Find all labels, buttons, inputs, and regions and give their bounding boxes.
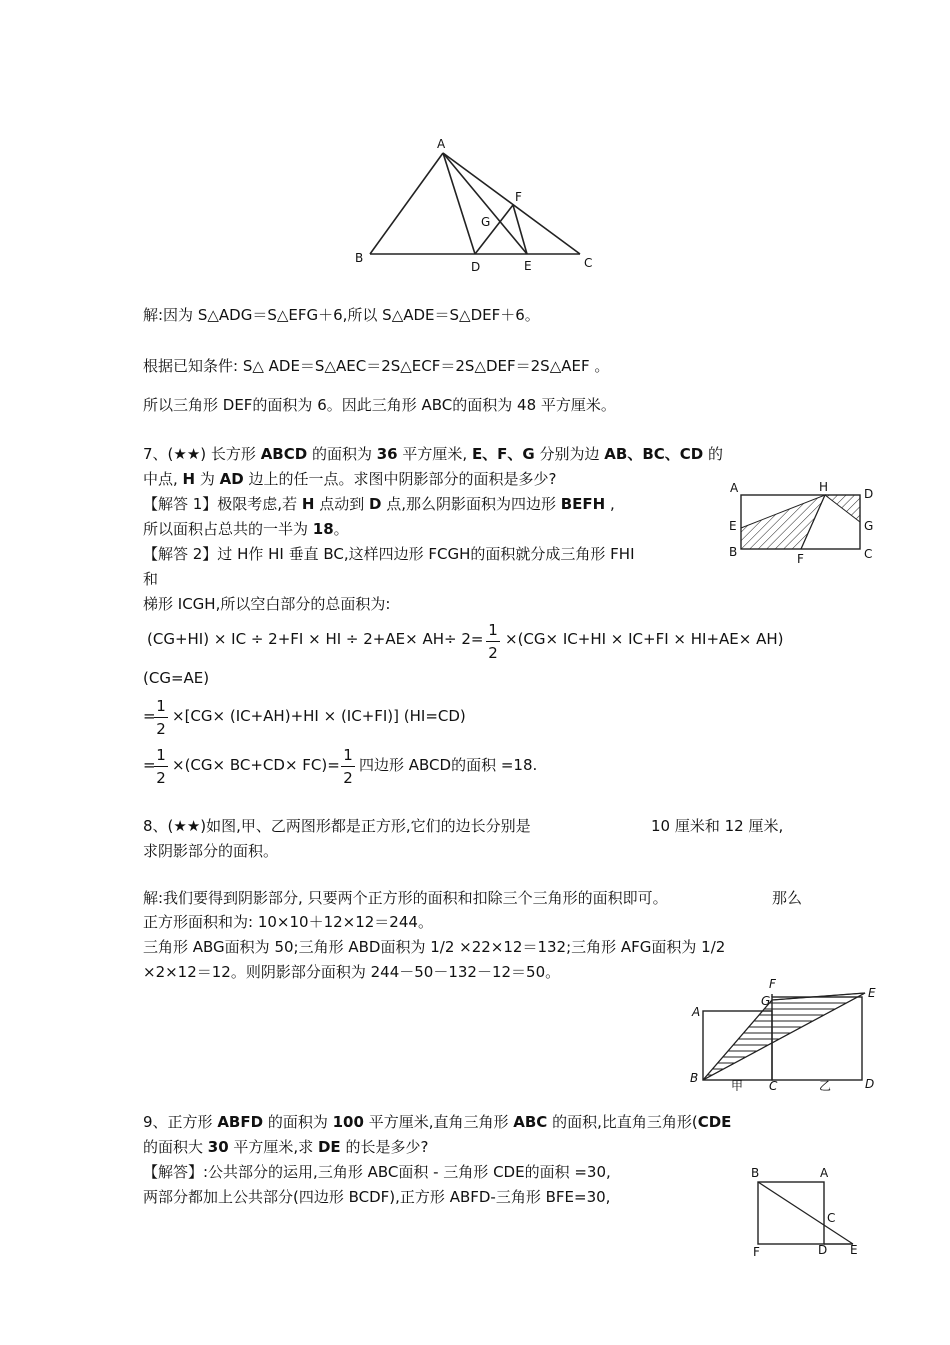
fig7-label-f: F xyxy=(797,552,804,566)
label-b: B xyxy=(355,251,364,265)
p7-fraction-2: 1 2 xyxy=(154,696,168,739)
square-triangle-figure-9 xyxy=(745,1160,870,1260)
p7-formula4-b: ×(CG× BC+CD× FC)= xyxy=(172,756,340,774)
fig7-label-h: H xyxy=(819,480,829,494)
p7-line6: 和 xyxy=(143,570,159,588)
p7-line3: 【解答 1】极限考虑,若 H 点动到 D 点,那么阴影面积为四边形 BEFH , xyxy=(143,495,615,513)
p7-fraction-1: 1 2 xyxy=(486,620,500,663)
p7-line4: 所以面积占总共的一半为 18。 xyxy=(143,520,349,538)
rectangle-figure-7 xyxy=(727,478,877,566)
p9-line1: 9、正方形 ABFD 的面积为 100 平方厘米,直角三角形 ABC 的面积,比直角三角形(CDE xyxy=(143,1113,732,1131)
p7-fraction-4: 1 2 xyxy=(341,745,355,788)
p7-formula1-a: (CG+HI) × IC ÷ 2+FI × HI ÷ 2+AE× AH÷ 2= xyxy=(147,630,484,648)
p8-line3-b: 那么 xyxy=(772,889,803,907)
p8-line5: 三角形 ABG面积为 50;三角形 ABD面积为 1/2 ×22×12＝132;三角形 AFG面积为 1/2 xyxy=(143,938,726,956)
label-a: A xyxy=(437,137,446,151)
p7-line1: 7、(★★) 长方形 ABCD 的面积为 36 平方厘米, E、F、G 分别为边 AB、BC、CD 的 xyxy=(143,445,724,463)
fig7-label-g: G xyxy=(864,519,874,533)
fig8-label-yi: 乙 xyxy=(819,1079,832,1091)
label-c: C xyxy=(584,256,593,270)
label-d: D xyxy=(471,260,481,274)
fig7-label-e: E xyxy=(729,519,737,533)
squares-figure-8 xyxy=(685,976,880,1091)
p7-formula2: (CG=AE) xyxy=(143,669,210,687)
fig9-label-f: F xyxy=(753,1245,760,1259)
label-f: F xyxy=(515,190,522,204)
p7-formula4-a: = xyxy=(143,756,156,774)
p8-line6: ×2×12＝12。则阴影部分面积为 244－50－132－12＝50。 xyxy=(143,963,561,981)
p6-line1: 解:因为 S△ADG＝S△EFG＋6,所以 S△ADE＝S△DEF＋6。 xyxy=(143,306,540,324)
p8-line4: 正方形面积和为: 10×10＋12×12＝244。 xyxy=(143,913,433,931)
fig8-label-f: F xyxy=(769,977,776,991)
p8-line1-b: 10 厘米和 12 厘米, xyxy=(651,817,784,835)
fig9-label-a: A xyxy=(820,1166,829,1180)
fig7-label-a: A xyxy=(730,481,739,495)
p7-formula3-a: = xyxy=(143,707,156,725)
fig8-label-c: C xyxy=(769,1079,778,1091)
p8-line2: 求阴影部分的面积。 xyxy=(143,842,279,860)
fig8-label-a: A xyxy=(692,1005,701,1019)
fig8-label-b: B xyxy=(690,1071,699,1085)
fig8-label-g: G xyxy=(761,994,771,1008)
fig7-label-c: C xyxy=(864,547,873,561)
p6-line2: 根据已知条件: S△ ADE＝S△AEC＝2S△ECF＝2S△DEF＝2S△AEF 。 xyxy=(143,357,610,375)
p8-line1-a: 8、(★★)如图,甲、乙两图形都是正方形,它们的边长分别是 xyxy=(143,817,531,835)
label-e: E xyxy=(524,259,532,273)
fig7-label-b: B xyxy=(729,545,738,559)
p9-line3: 【解答】:公共部分的运用,三角形 ABC面积 - 三角形 CDE的面积 =30, xyxy=(143,1163,611,1181)
label-g: G xyxy=(481,215,491,229)
p7-formula3-b: ×[CG× (IC+AH)+HI × (IC+FI)] (HI=CD) xyxy=(172,707,466,725)
p8-line3-a: 解:我们要得到阴影部分, 只要两个正方形的面积和扣除三个三角形的面积即可。 xyxy=(143,889,668,907)
p7-line5: 【解答 2】过 H作 HI 垂直 BC,这样四边形 FCGH的面积就分成三角形 FHI xyxy=(143,545,635,563)
fig9-label-e: E xyxy=(850,1243,858,1257)
fig9-label-c: C xyxy=(827,1211,836,1225)
fig7-label-d: D xyxy=(864,487,874,501)
p7-line7: 梯形 ICGH,所以空白部分的总面积为: xyxy=(143,595,391,613)
p7-formula4-c: 四边形 ABCD的面积 =18. xyxy=(359,756,538,774)
fig8-label-e: E xyxy=(868,986,876,1000)
p7-line2: 中点, H 为 AD 边上的任一点。求图中阴影部分的面积是多少? xyxy=(143,470,557,488)
fig9-label-d: D xyxy=(818,1243,828,1257)
p9-line4: 两部分都加上公共部分(四边形 BCDF),正方形 ABFD-三角形 BFE=30, xyxy=(143,1188,611,1206)
fig8-label-jia: 甲 xyxy=(731,1079,744,1091)
p7-fraction-3: 1 2 xyxy=(154,745,168,788)
triangle-figure-1 xyxy=(355,135,605,275)
fig9-label-b: B xyxy=(751,1166,760,1180)
p9-line2: 的面积大 30 平方厘米,求 DE 的长是多少? xyxy=(143,1138,429,1156)
p7-formula1-b: ×(CG× IC+HI × IC+FI × HI+AE× AH) xyxy=(505,630,784,648)
fig8-label-d: D xyxy=(865,1077,875,1091)
p6-line3: 所以三角形 DEF的面积为 6。因此三角形 ABC的面积为 48 平方厘米。 xyxy=(143,396,616,414)
